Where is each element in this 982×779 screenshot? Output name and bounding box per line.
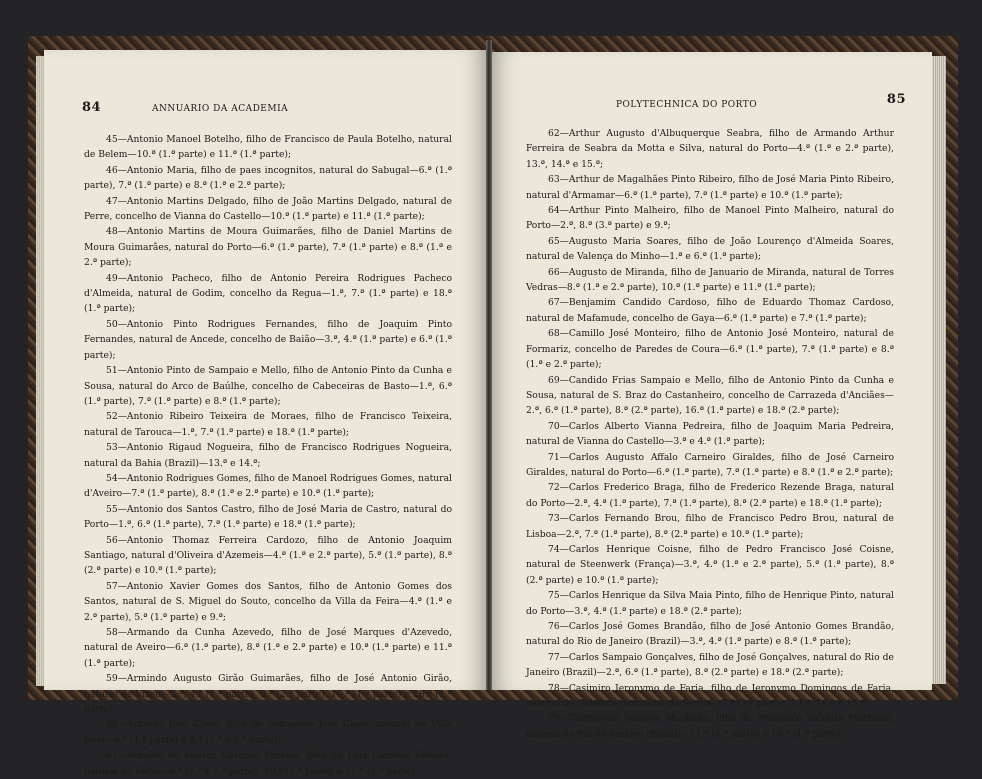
right-page xyxy=(492,52,932,740)
page-number: 85 xyxy=(886,92,906,107)
student-entry: 45—Antonio Manoel Botelho, filho de Francisco de Paula Botelho, natural de Belem—10.ª (1.ª parte) e 11.ª (1.ª parte); xyxy=(84,134,452,161)
student-entry: 72—Carlos Frederico Braga, filho de Frederico Rezende Braga, natural do Porto—2.ª, 4.ª (1.ª parte), 7.ª (1.ª parte), 8.ª (2.ª parte) e 18.ª (1.ª parte); xyxy=(526,482,894,509)
student-entry: 67—Benjamim Candido Cardoso, filho de Eduardo Thomaz Cardoso, natural de Mafamude, concelho de Gaya—6.ª (1.ª parte) e 7.ª (1.ª parte); xyxy=(526,297,894,324)
student-entry: 78—Casimiro Jeronymo de Faria, filho de Jeronymo Domingos de Faria, natural de Galafura, concelho da Regua—3.ª (2.ª parte), 13.ª, 14.ª e 15.ª; xyxy=(526,682,894,710)
right-page-header xyxy=(526,92,906,116)
student-entry: 74—Carlos Henrique Coisne, filho de Pedro Francisco José Coisne, natural de Steenwerk (França)—3.ª, 4.ª (1.ª e 2.ª parte), 5.ª (1.ª parte), 8.ª (2.ª parte) e 10.ª (1.ª parte); xyxy=(526,543,894,586)
running-head: POLYTECHNICA DO PORTO xyxy=(616,100,758,110)
student-entry: 69—Candido Frias Sampaio e Mello, filho de Antonio Pinto da Cunha e Sousa, natural de S. Braz do Castanheiro, concelho de Carrazeda d'Anciães—2.ª, 6.ª (1.ª parte), 8.ª (2.ª parte), 16.ª (1.ª parte) e 18.ª (2.ª parte); xyxy=(526,374,894,417)
student-entry: 51—Antonio Pinto de Sampaio e Mello, filho de Antonio Pinto da Cunha e Sousa, natural do Arco de Baúlhe, concelho de Cabeceiras de Basto—1.ª, 6.ª (1.ª parte), 7.ª (1.ª parte) e 8.ª (1.ª parte); xyxy=(84,365,452,407)
student-entry: 65—Augusto Maria Soares, filho de João Lourenço d'Almeida Soares, natural de Valença do Minho—1.ª e 6.ª (1.ª parte); xyxy=(526,235,894,263)
student-entry: 47—Antonio Martins Delgado, filho de João Martins Delgado, natural de Perre, concelho de Vianna do Castello—10.ª (1.ª parte) e 11.ª (1.ª parte); xyxy=(84,195,452,223)
student-entry: 66—Augusto de Miranda, filho de Januario de Miranda, natural de Torres Vedras—8.ª (1.ª e 2.ª parte), 10.ª (1.ª parte) e 11.ª (1.ª parte); xyxy=(526,266,894,294)
student-entry: 58—Armando da Cunha Azevedo, filho de José Marques d'Azevedo, natural de Aveiro—6.ª (1.ª parte), 8.ª (1.ª e 2.ª parte) e 10.ª (1.ª parte) e 11.ª (1.ª parte); xyxy=(84,627,452,669)
student-entry: 52—Antonio Ribeiro Teixeira de Moraes, filho de Francisco Teixeira, natural de Tarouca—1.ª, 7.ª (1.ª parte) e 18.ª (1.ª parte); xyxy=(84,411,452,438)
student-entry: 61—Arnaldo de Mattos Cardoso Pereira, filho de Luiz Cardoso Pereira, natural do Porto—8.ª (1.ª e 2.ª parte), 10.ª (1.ª parte) e 11.ª (1.ª parte); xyxy=(84,750,452,777)
student-entry: 70—Carlos Alberto Vianna Pedreira, filho de Joaquim Maria Pedreira, natural de Vianna do Castello—3.ª e 4.ª (1.ª parte); xyxy=(526,420,894,448)
student-entry: 64—Arthur Pinto Malheiro, filho de Manoel Pinto Malheiro, natural do Porto—2.ª, 8.ª (3.ª parte) e 9.ª; xyxy=(526,205,894,232)
student-entry: 56—Antonio Thomaz Ferreira Cardozo, filho de Antonio Joaquim Santiago, natural d'Oliveira d'Azemeis—4.ª (1.ª e 2.ª parte), 5.ª (1.ª parte), 8.ª (2.ª parte) e 10.ª (1.ª parte); xyxy=(84,534,452,577)
student-entry: 50—Antonio Pinto Rodrigues Fernandes, filho de Joaquim Pinto Fernandes, natural de Ancede, concelho de Baião—3.ª, 4.ª (1.ª parte) e 6.ª (1.ª parte); xyxy=(84,318,452,361)
student-entry: 62—Arthur Augusto d'Albuquerque Seabra, filho de Armando Arthur Ferreira de Seabra da Motta e Silva, natural do Porto—4.ª (1.ª e 2.ª parte), 13.ª, 14.ª e 15.ª; xyxy=(526,128,894,170)
student-entry: 60—Arnaldo José Claro, filho de Sebastião José Claro, natural de Villa Real—6.ª (1.ª parte) e 8.ª (1.ª e 2.ª parte); xyxy=(84,719,452,746)
student-entry: 59—Armindo Augusto Girão Guimarães, filho de José Antonio Girão, natural de Vizeu—3.ª, 4.ª (1.ª parte), 8.ª (2.ª parte), 16.ª (1.ª parte) e 18.ª (1.ª parte); xyxy=(84,673,452,716)
student-entry: 49—Antonio Pacheco, filho de Antonio Pereira Rodrigues Pacheco d'Almeida, natural de Godim, concelho da Regua—1.ª, 7.ª (1.ª parte) e 18.ª (1.ª parte); xyxy=(84,272,452,315)
page-number: 84 xyxy=(82,100,102,115)
student-entry: 79—Christovão Teixeira Machado, filho de Francisco Teixeira Machado, natural do Rio de Janeiro (Brazil)—11.ª (1.ª parte) e 16.ª (1.ª parte); xyxy=(526,713,894,740)
page-edges-right xyxy=(930,56,946,684)
student-entry: 73—Carlos Fernando Brou, filho de Francisco Pedro Brou, natural de Lisboa—2.ª, 7.ª (1.ª parte), 8.ª (2.ª parte) e 10.ª (1.ª parte); xyxy=(526,513,894,540)
left-page-header xyxy=(84,102,452,122)
student-entry: 48—Antonio Martins de Moura Guimarães, filho de Daniel Martins de Moura Guimarães, natural do Porto—6.ª (1.ª parte), 7.ª (1.ª parte) e 8.ª (1.ª e 2.ª parte); xyxy=(84,226,452,269)
student-entry: 77—Carlos Sampaio Gonçalves, filho de José Gonçalves, natural do Rio de Janeiro (Brazil)—2.ª, 6.ª (1.ª parte), 8.ª (2.ª parte) e 18.ª (2.ª parte); xyxy=(526,651,894,679)
student-entry: 71—Carlos Augusto Affalo Carneiro Giraldes, filho de José Carneiro Giraldes, natural do Porto—6.ª (1.ª parte), 7.ª (1.ª parte) e 8.ª (1.ª e 2.ª parte); xyxy=(526,451,894,478)
entry-list xyxy=(526,126,894,742)
student-entry: 46—Antonio Maria, filho de paes incognitos, natural do Sabugal—6.ª (1.ª parte), 7.ª (1.ª parte) e 8.ª (1.ª e 2.ª parte); xyxy=(84,164,452,192)
student-entry: 53—Antonio Rigaud Nogueira, filho de Francisco Rodrigues Nogueira, natural da Bahia (Brazil)—13.ª e 14.ª; xyxy=(84,442,452,469)
student-entry: 57—Antonio Xavier Gomes dos Santos, filho de Antonio Gomes dos Santos, natural de S. Miguel do Souto, concelho da Villa da Feira—4.ª (1.ª e 2.ª parte), 5.ª (1.ª parte) e 9.ª; xyxy=(84,580,452,623)
student-entry: 54—Antonio Rodrigues Gomes, filho de Manoel Rodrigues Gomes, natural d'Aveiro—7.ª (1.ª parte), 8.ª (1.ª e 2.ª parte) e 10.ª (1.ª parte); xyxy=(84,472,452,500)
entry-list xyxy=(84,132,452,779)
student-entry: 63—Arthur de Magalhães Pinto Ribeiro, filho de José Maria Pinto Ribeiro, natural d'Armamar—6.ª (1.ª parte), 7.ª (1.ª parte) e 10.ª (1.ª parte); xyxy=(526,174,894,201)
student-entry: 68—Camillo José Monteiro, filho de Antonio José Monteiro, natural de Formariz, concelho de Paredes de Coura—6.ª (1.ª parte), 7.ª (1.ª parte) e 8.ª (1.ª e 2.ª parte); xyxy=(526,328,894,371)
student-entry: 75—Carlos Henrique da Silva Maia Pinto, filho de Henrique Pinto, natural do Porto—3.ª, 4.ª (1.ª parte) e 18.ª (2.ª parte); xyxy=(526,590,894,617)
student-entry: 76—Carlos José Gomes Brandão, filho de José Antonio Gomes Brandão, natural do Rio de Janeiro (Brazil)—3.ª, 4.ª (1.ª parte) e 8.ª (1.ª parte); xyxy=(526,621,894,648)
student-entry: 55—Antonio dos Santos Castro, filho de José Maria de Castro, natural do Porto—1.ª, 6.ª (1.ª parte), 7.ª (1.ª parte) e 18.ª (1.ª parte); xyxy=(84,503,452,531)
left-page xyxy=(44,50,486,777)
running-head: ANNUARIO DA ACADEMIA xyxy=(152,104,289,114)
